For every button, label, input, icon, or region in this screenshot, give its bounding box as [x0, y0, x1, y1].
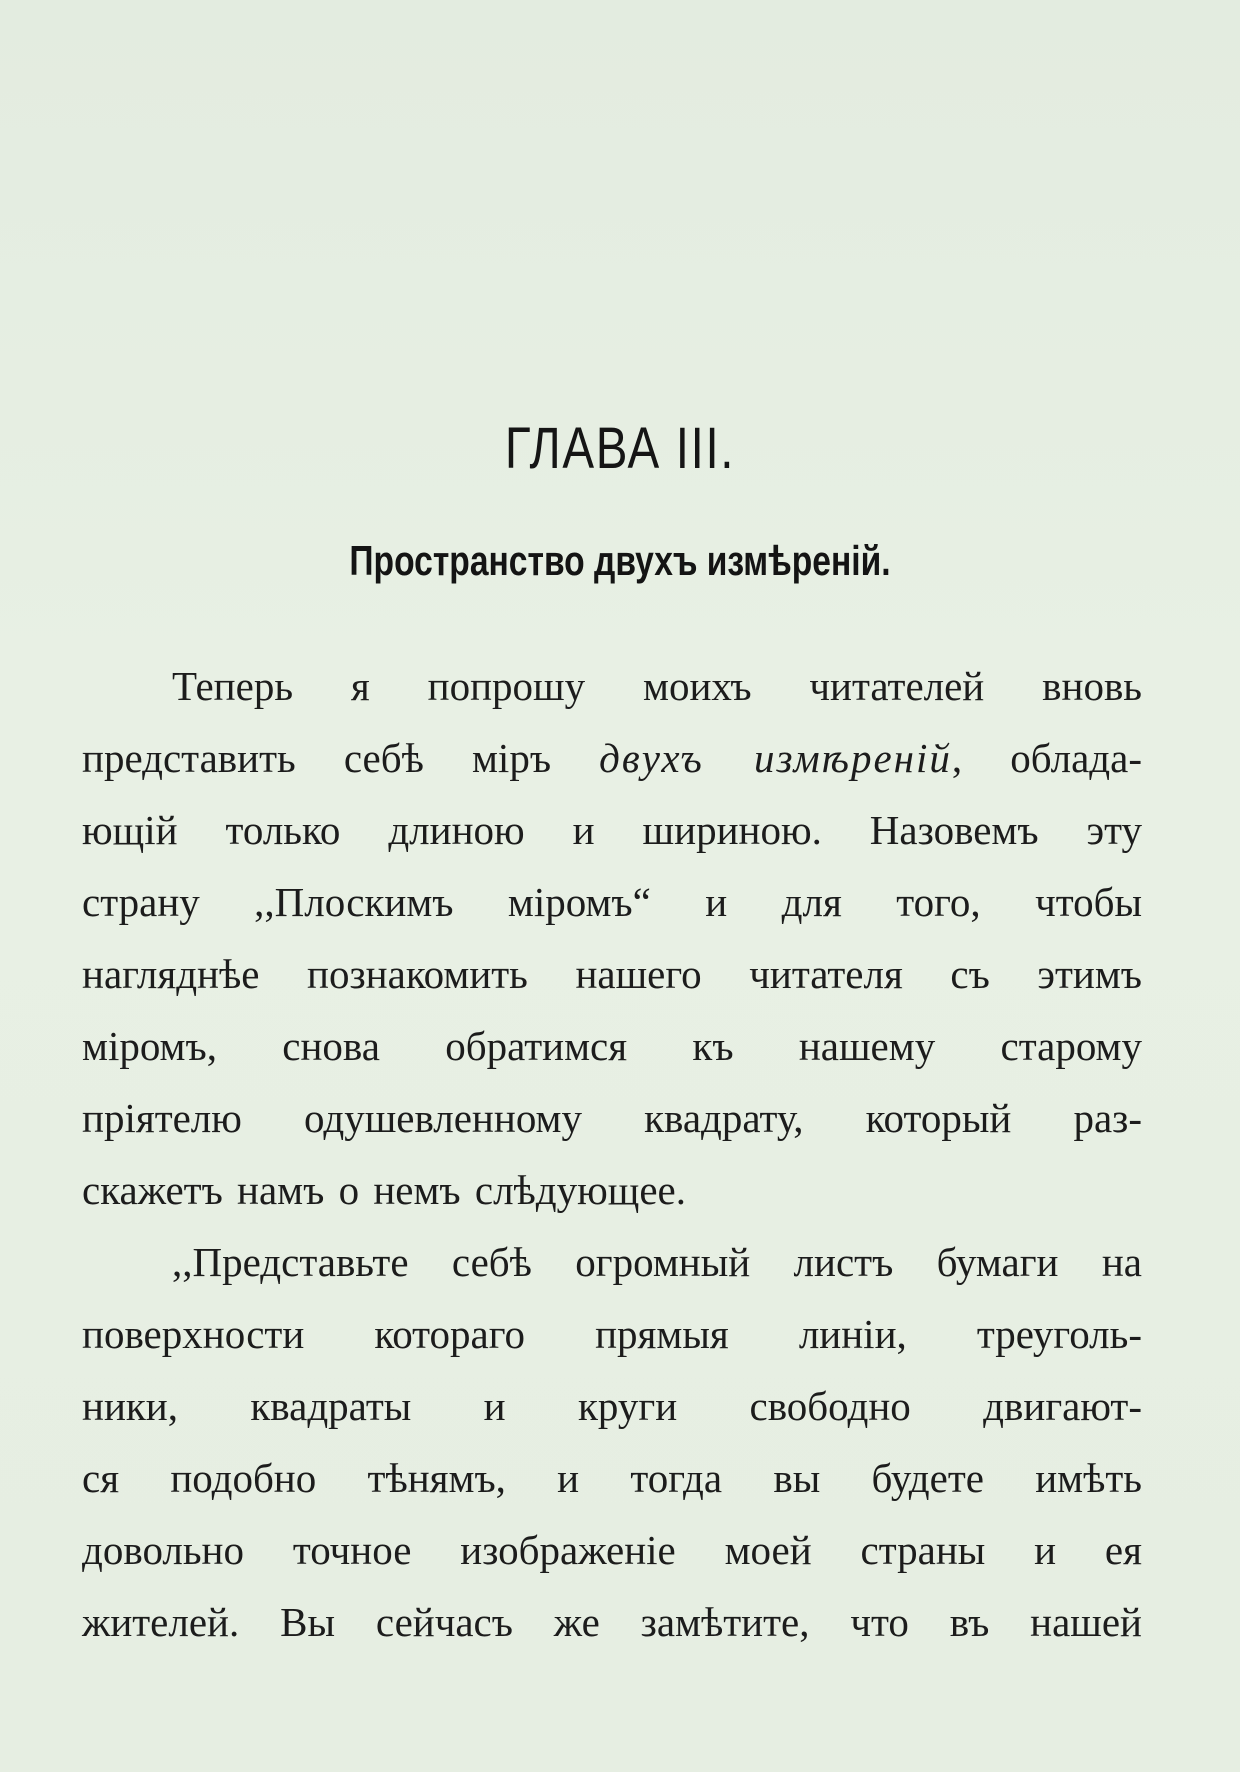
- chapter-title: ГЛАВА III.: [504, 416, 736, 481]
- text-line: Теперь я попрошу моихъ читателей вновь: [172, 663, 1142, 709]
- section-title: Пространство двухъ измѣреній.: [349, 537, 891, 584]
- text-line: довольно точное изображеніе моей страны и ея: [82, 1527, 1142, 1573]
- text-line: скажетъ намъ о немъ слѣдующее.: [82, 1167, 686, 1213]
- text-line: страну ,,Плоскимъ міромъ“ и для того, чтобы: [82, 879, 1142, 925]
- text-line: пріятелю одушевленному квадрату, который раз-: [82, 1095, 1142, 1141]
- body-text: [82, 650, 1142, 1658]
- text-segment: представить себѣ міръ: [82, 735, 600, 781]
- text-line: ,,Представьте себѣ огромный листъ бумаги на: [172, 1239, 1142, 1285]
- text-line: ющій только длиною и шириною. Назовемъ эту: [82, 807, 1142, 853]
- italic-phrase: двухъ измѣреній: [599, 735, 952, 781]
- text-line: поверхности котораго прямыя линіи, треуголь-: [82, 1311, 1142, 1357]
- text-line: міромъ, снова обратимся къ нашему старому: [82, 1023, 1142, 1069]
- text-line: нагляднѣе познакомить нашего читателя съ этимъ: [82, 951, 1142, 997]
- text-line: ся подобно тѣнямъ, и тогда вы будете имѣть: [82, 1455, 1142, 1501]
- text-line: жителей. Вы сейчасъ же замѣтите, что въ нашей: [82, 1599, 1142, 1645]
- text-line: ники, квадраты и круги свободно двигают-: [82, 1383, 1142, 1429]
- text-line: [82, 722, 1142, 794]
- text-segment: , облада-: [951, 735, 1142, 781]
